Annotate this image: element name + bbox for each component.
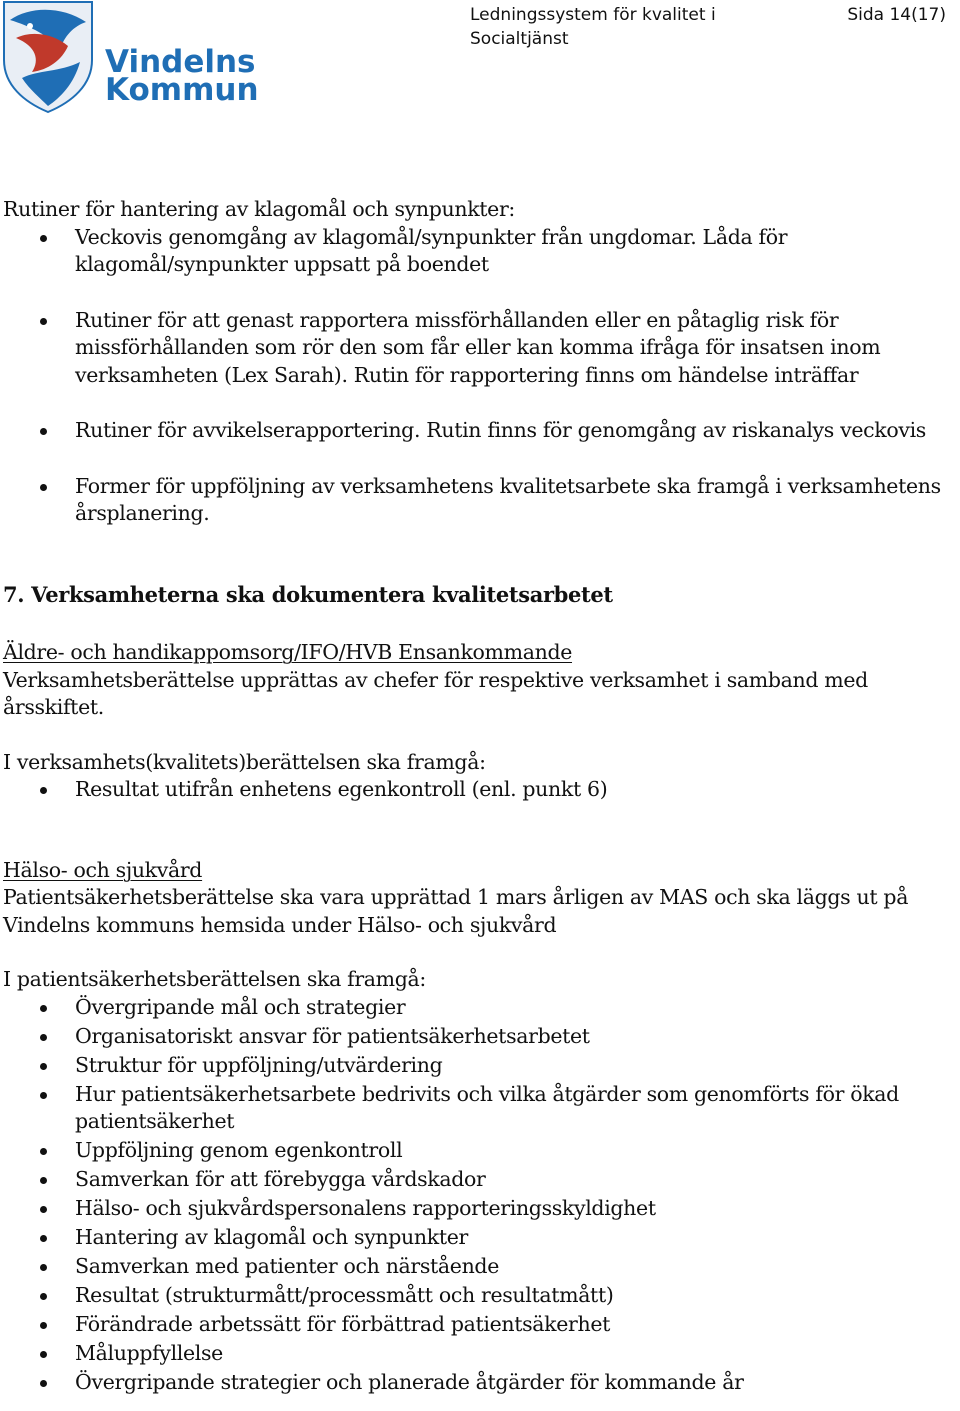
list-item: Övergripande mål och strategier: [3, 994, 958, 1022]
list-item: Organisatoriskt ansvar för patientsäkerhetsarbetet: [3, 1023, 958, 1051]
list-item: Resultat (strukturmått/processmått och resultatmått): [3, 1282, 958, 1310]
list-item: Struktur för uppföljning/utvärdering: [3, 1052, 958, 1080]
list-item: Rutiner för att genast rapportera missförhållanden eller en påtaglig risk för missförhållanden som rör den som får eller kan komma ifråga för insatsen inom verksamheten (Lex Sarah). Rutin för rapportering finns om händelse inträffar: [3, 307, 958, 390]
health-care-list: [3, 994, 958, 1397]
page-number: Sida 14(17): [847, 5, 946, 25]
list-item: Uppföljning genom egenkontroll: [3, 1137, 958, 1165]
logo-text-line2: Kommun: [105, 72, 259, 108]
list-item: Resultat utifrån enhetens egenkontroll (enl. punkt 6): [3, 776, 958, 804]
elder-care-text: Verksamhetsberättelse upprättas av chefer för respektive verksamhet i samband med årsskiftet.: [3, 667, 868, 719]
list-item: Veckovis genomgång av klagomål/synpunkter från ungdomar. Låda för klagomål/synpunkter uppsatt på boendet: [3, 224, 958, 279]
health-care-title: Hälso- och sjukvård: [3, 857, 203, 882]
list-item: Förändrade arbetssätt för förbättrad patientsäkerhet: [3, 1311, 958, 1339]
list-item: Hantering av klagomål och synpunkter: [3, 1224, 958, 1252]
elder-care-title: Äldre- och handikappomsorg/IFO/HVB Ensankommande: [3, 640, 573, 664]
routines-list: [3, 224, 958, 528]
health-care-text: Patientsäkerhetsberättelse ska vara upprättad 1 mars årligen av MAS och ska läggs ut på Vindelns kommuns hemsida under Hälso- och sjukvård: [3, 885, 909, 937]
list-item: Hälso- och sjukvårdspersonalens rapporteringsskyldighet: [3, 1195, 958, 1223]
elder-care-intro: I verksamhets(kvalitets)berättelsen ska framgå:: [3, 749, 486, 774]
list-item: Former för uppföljning av verksamhetens kvalitetsarbete ska framgå i verksamhetens årsplanering.: [3, 473, 958, 528]
document-title-line2: Socialtjänst: [470, 29, 569, 49]
list-item: Rutiner för avvikelserapportering. Rutin finns för genomgång av riskanalys veckovis: [3, 417, 958, 445]
vindeln-kommun-logo: [2, 0, 259, 115]
list-item: Samverkan för att förebygga vårdskador: [3, 1166, 958, 1194]
list-item: Måluppfyllelse: [3, 1340, 958, 1368]
list-item: Hur patientsäkerhetsarbete bedrivits och vilka åtgärder som genomförts för ökad patientsäkerhet: [3, 1081, 958, 1136]
elder-care-list: [3, 776, 958, 804]
document-title: [470, 3, 770, 51]
health-care-intro: I patientsäkerhetsberättelsen ska framgå:: [3, 967, 426, 991]
logo-text-line1: Vindelns: [105, 44, 256, 80]
list-item: Samverkan med patienter och närstående: [3, 1253, 958, 1281]
list-item: Övergripande strategier och planerade åtgärder för kommande år: [3, 1369, 958, 1397]
routines-intro: Rutiner för hantering av klagomål och synpunkter:: [3, 197, 515, 221]
document-body: [3, 196, 958, 1398]
section-7-heading: 7. Verksamheterna ska dokumentera kvalitetsarbetet: [3, 581, 613, 607]
document-title-line1: Ledningssystem för kvalitet i: [470, 5, 716, 25]
